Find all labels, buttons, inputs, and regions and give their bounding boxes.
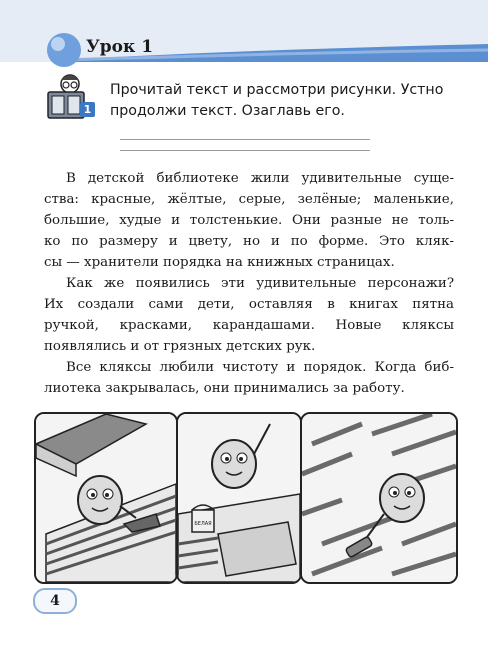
illustration-panel-painting [176,412,302,584]
text-line: Их создали сами дети, оставляя в книгах пятна [44,297,454,312]
text-line: В детской библиотеке жили удивительные суще- [66,171,454,186]
paint-can-label: БЕЛАЯ [194,521,212,527]
task-line: Прочитай текст и рассмотри рисунки. Устно [110,82,444,98]
title-write-line [120,150,370,151]
illustration-panel-ironing [34,412,178,584]
ironing-blob-illustration [36,414,176,582]
lesson-title: Урок 1 [86,37,154,57]
text-line: лиотека закрывалась, они принимались за работу. [44,381,405,396]
story-paragraph-1 [44,168,454,273]
story-paragraph-3 [44,357,454,399]
header-swoosh [0,0,488,80]
text-line: ства: красные, жёлтые, серые, зелёные; маленькие, [44,192,454,207]
illustration-panel-rolling [300,412,458,584]
story-paragraph-2 [44,273,454,357]
page-number: 4 [33,588,77,614]
painting-blob-illustration [178,414,300,582]
rolling-blob-illustration [302,414,456,582]
text-line: ко по размеру и цвету, но и по форме. Это кляк- [44,234,454,249]
title-write-line [120,139,370,140]
text-line: Все кляксы любили чистоту и порядок. Когда биб- [66,360,454,375]
text-line: появлялись и от грязных детских рук. [44,339,316,354]
text-line: большие, худые и толстенькие. Они разные не толь- [44,213,454,228]
task-number-badge: 1 [80,102,95,117]
text-line: Как же появились эти удивительные персонажи? [66,276,454,291]
text-line: сы — хранители порядка на книжных страницах. [44,255,395,270]
task-instruction [110,80,458,122]
text-line: ручкой, красками, карандашами. Новые кляксы [44,318,454,333]
task-line: продолжи текст. Озаглавь его. [110,103,345,119]
